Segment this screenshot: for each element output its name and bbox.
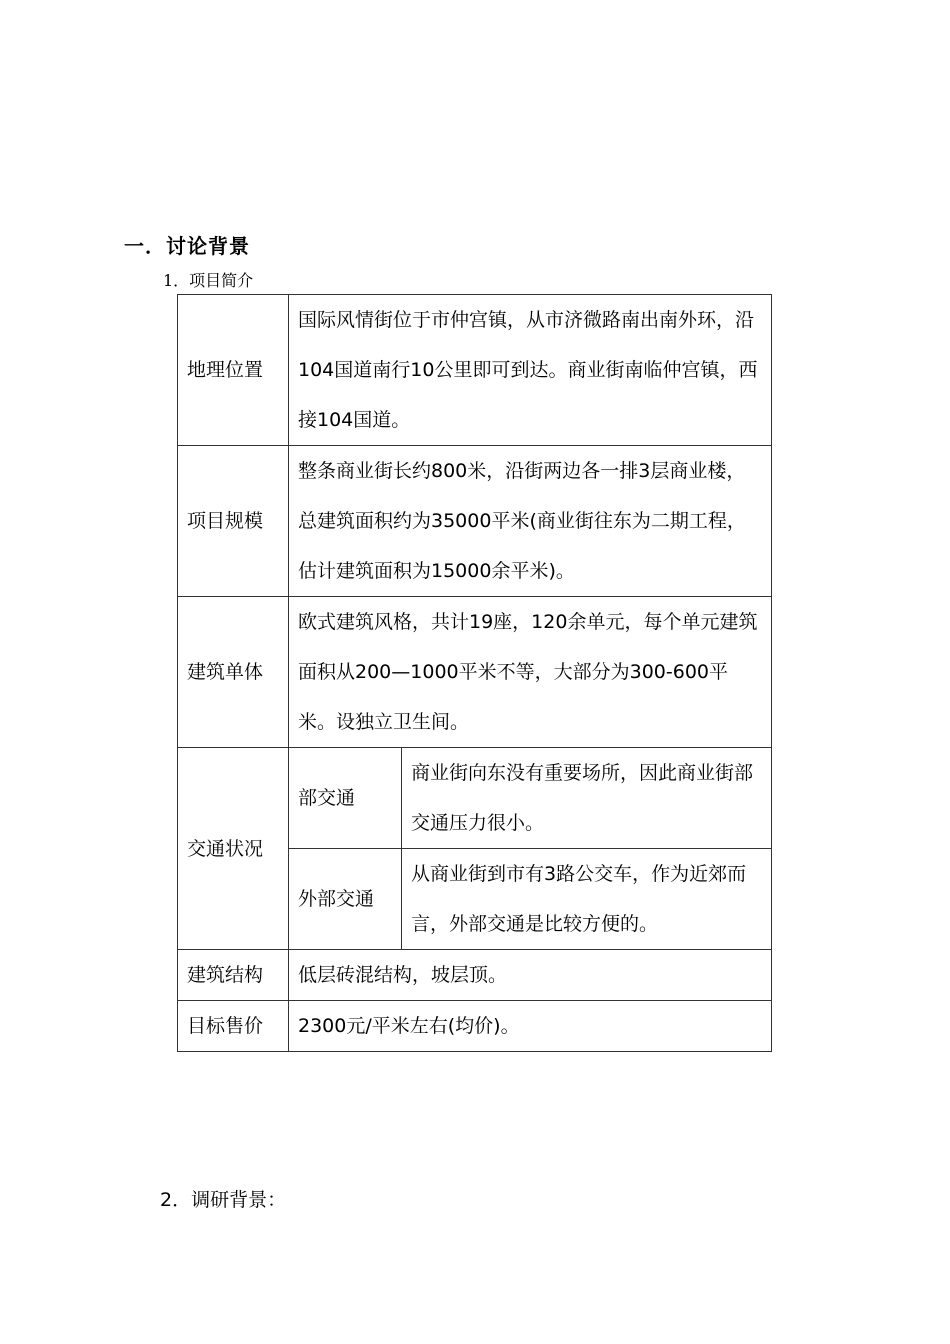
row-sublabel-internal-traffic: 部交通	[289, 748, 402, 849]
subsection-heading-research: 2．调研背景：	[160, 1189, 287, 1211]
row-label-structure: 建筑结构	[178, 950, 289, 1001]
row-value-building: 欧式建筑风格，共计19座，120余单元，每个单元建筑面积从200—1000平米不等，大部分为300-600平米。设独立卫生间。	[289, 597, 772, 748]
row-value-price: 2300元/平米左右(均价)。	[289, 1001, 772, 1052]
row-label-traffic: 交通状况	[178, 748, 289, 950]
row-label-price: 目标售价	[178, 1001, 289, 1052]
subsection-heading: 1．项目简介	[163, 271, 254, 290]
row-value-internal-traffic: 商业街向东没有重要场所，因此商业街部交通压力很小。	[402, 748, 772, 849]
table-row	[178, 1001, 772, 1052]
table-row	[178, 446, 772, 597]
row-label-building: 建筑单体	[178, 597, 289, 748]
row-label-scale: 项目规模	[178, 446, 289, 597]
table-row	[178, 950, 772, 1001]
row-value-structure: 低层砖混结构，坡层顶。	[289, 950, 772, 1001]
table-row	[178, 597, 772, 748]
table-row	[178, 748, 772, 849]
section-heading: 一．讨论背景	[124, 234, 250, 258]
row-value-scale: 整条商业街长约800米，沿街两边各一排3层商业楼，总建筑面积约为35000平米(商业街往东为二期工程，估计建筑面积为15000余平米)。	[289, 446, 772, 597]
row-value-location: 国际风情街位于市仲宫镇，从市济微路南出南外环，沿104国道南行10公里即可到达。商业街南临仲宫镇，西接104国道。	[289, 295, 772, 446]
row-sublabel-external-traffic: 外部交通	[289, 849, 402, 950]
table-row	[178, 295, 772, 446]
row-label-location: 地理位置	[178, 295, 289, 446]
row-value-external-traffic: 从商业街到市有3路公交车，作为近郊而言，外部交通是比较方便的。	[402, 849, 772, 950]
project-info-table	[177, 294, 772, 1052]
